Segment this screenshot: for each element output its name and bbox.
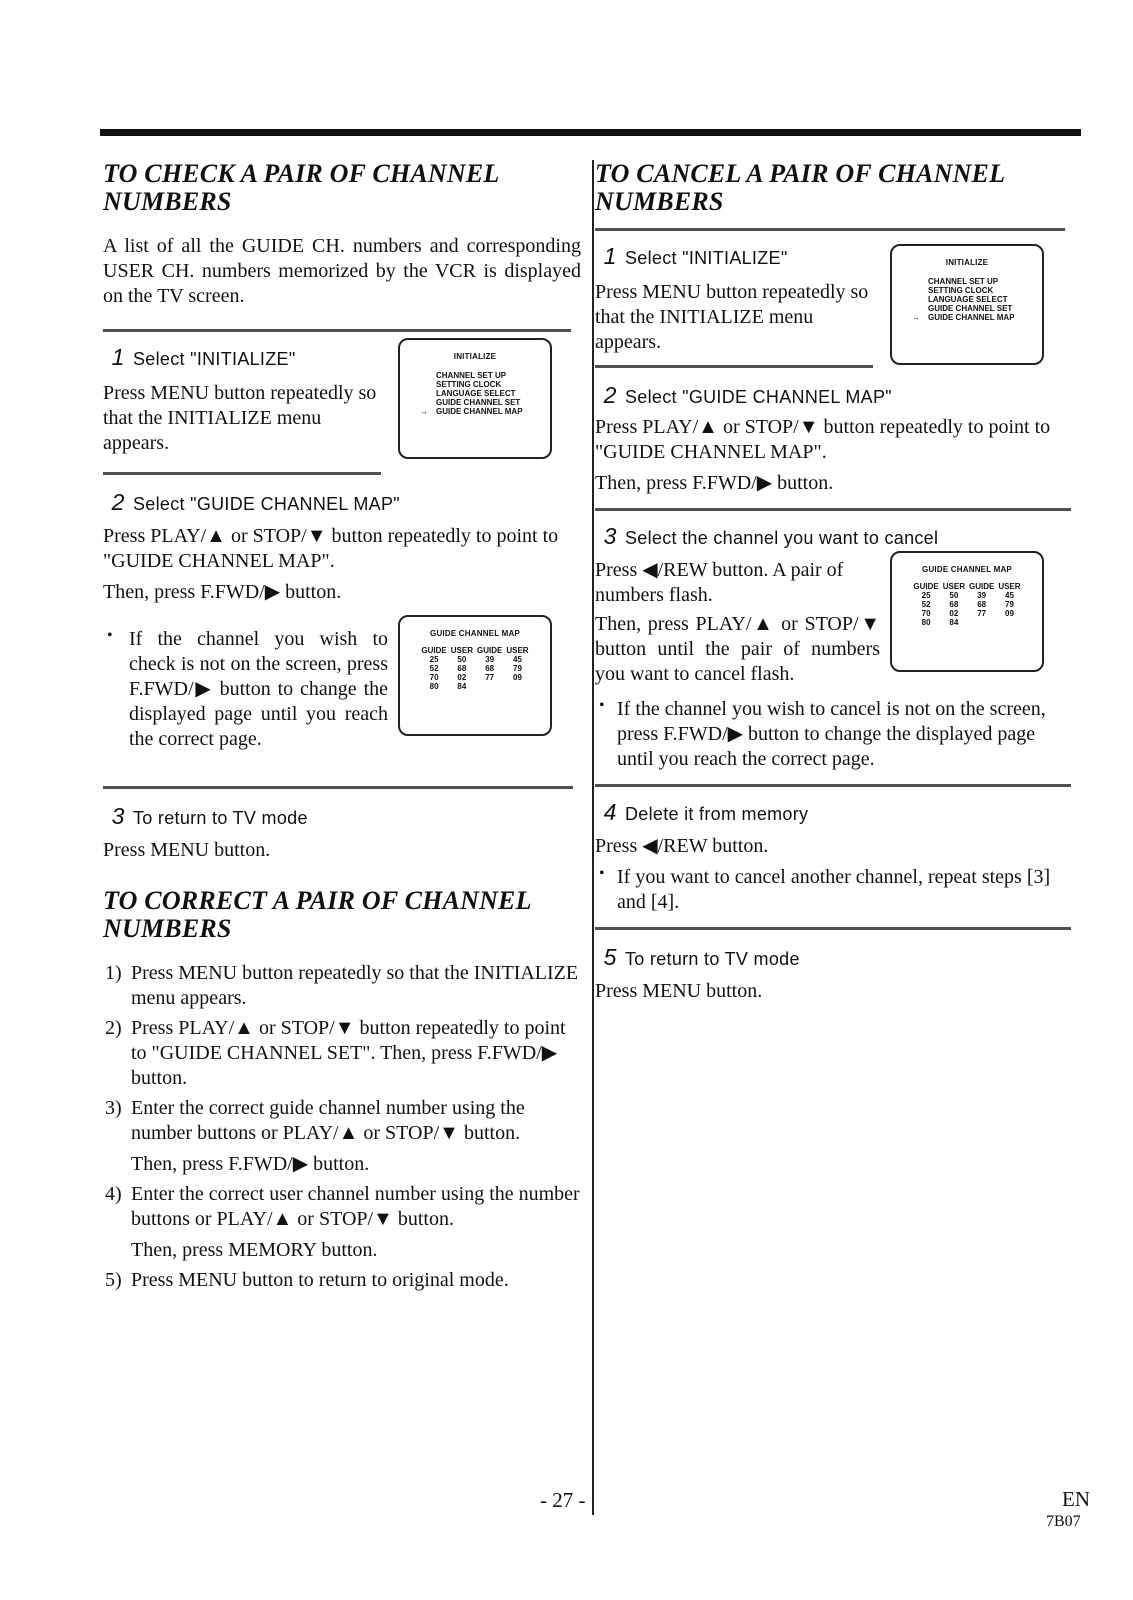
arrow-right-icon: → — [912, 313, 920, 322]
table-row — [419, 655, 530, 664]
step-heading — [103, 803, 581, 830]
item-number: 4) — [105, 1183, 122, 1205]
step-heading — [595, 799, 1081, 826]
table-header-row — [419, 646, 530, 655]
tv-screen-channel-map — [890, 551, 1044, 672]
divider — [103, 329, 571, 332]
step-title: Select "INITIALIZE" — [625, 248, 788, 268]
step-text: Press MENU button repeatedly so that the INITIALIZE menu appears. — [103, 382, 377, 454]
table-cell: 84 — [949, 618, 959, 627]
table-cell — [504, 682, 530, 691]
table-cell: 50 — [949, 591, 959, 600]
table-row — [419, 664, 530, 673]
header-cell: USER — [506, 646, 529, 655]
tv-screen-initialize — [890, 244, 1044, 365]
table-cell: 25 — [429, 655, 439, 664]
divider — [595, 508, 1071, 511]
step-text: Press MENU button. — [595, 980, 763, 1002]
correct-steps-list — [103, 961, 581, 1293]
step-number: 2 — [111, 489, 125, 515]
column-divider — [592, 160, 594, 1515]
step-then-text: Then, press F.FWD/▶ button. — [103, 581, 342, 603]
table-cell: 68 — [485, 664, 495, 673]
step-number: 3 — [111, 803, 125, 829]
step-title: Select "GUIDE CHANNEL MAP" — [133, 494, 400, 514]
divider — [103, 472, 381, 475]
item-text: Press MENU button to return to original mode. — [131, 1269, 509, 1291]
step-text: Press MENU button. — [103, 839, 271, 861]
table-row — [911, 618, 1022, 627]
header-cell: GUIDE — [913, 582, 939, 591]
table-cell: 52 — [429, 664, 439, 673]
tv-screen-title: GUIDE CHANNEL MAP — [430, 629, 520, 638]
step-heading — [595, 523, 1081, 550]
tv-menu-item-label: GUIDE CHANNEL MAP — [436, 407, 523, 416]
item-number: 3) — [105, 1097, 122, 1119]
divider — [595, 228, 1065, 231]
tv-menu-item: LANGUAGE SELECT — [436, 389, 516, 398]
list-item — [103, 1016, 581, 1091]
item-text: Press MENU button repeatedly so that the INITIALIZE menu appears. — [131, 962, 579, 1009]
item-text: Press PLAY/▲ or STOP/▼ button repeatedly to point to "GUIDE CHANNEL SET". Then, press F.FWD/▶ button. — [131, 1017, 566, 1089]
bullet-dot: • — [599, 697, 605, 714]
step-number: 1 — [111, 344, 125, 370]
tv-menu-item: GUIDE CHANNEL SET — [436, 398, 521, 407]
tv-menu-item-selected — [420, 407, 550, 416]
table-cell: 68 — [457, 664, 467, 673]
item-subtext: Then, press MEMORY button. — [131, 1239, 378, 1261]
check-intro: A list of all the GUIDE CH. numbers and corresponding USER CH. numbers memorized by the VCR is displayed on the TV screen. — [103, 235, 581, 307]
channel-map-table — [911, 582, 1022, 627]
step-then-text: Then, press F.FWD/▶ button. — [595, 472, 834, 494]
table-cell: 52 — [921, 600, 931, 609]
table-row — [911, 609, 1022, 618]
table-cell — [967, 618, 996, 627]
table-cell: 70 — [429, 673, 439, 682]
step-text: Press ◀/REW button. A pair of numbers flash. — [595, 559, 844, 606]
step-then-text: Then, press PLAY/▲ or STOP/▼ button until the pair of numbers you want to cancel flash. — [595, 613, 880, 685]
tv-screen-title: INITIALIZE — [945, 258, 989, 267]
bullet-text: If the channel you wish to check is not on the screen, press F.FWD/▶ button to change the displayed page until you reach the correct page. — [129, 628, 388, 750]
list-item — [103, 961, 581, 1011]
item-text: Enter the correct guide channel number using the number buttons or PLAY/▲ or STOP/▼ button. — [131, 1097, 525, 1144]
table-cell: 45 — [513, 655, 522, 664]
list-item — [103, 1096, 581, 1177]
document-code: 7B07 — [1046, 1513, 1081, 1530]
top-rule — [100, 129, 1081, 136]
step-text: Press MENU button repeatedly so that the INITIALIZE menu appears. — [595, 281, 869, 353]
item-text: Enter the correct user channel number using the number buttons or PLAY/▲ or STOP/▼ button. — [131, 1183, 580, 1230]
step-heading — [595, 944, 1081, 971]
item-number: 5) — [105, 1269, 122, 1291]
tv-menu-list — [912, 277, 1042, 322]
step-title: Select "INITIALIZE" — [133, 349, 296, 369]
bullet-text: If you want to cancel another channel, repeat steps [3] and [4]. — [617, 866, 1051, 913]
table-cell: 70 — [921, 609, 931, 618]
table-cell — [996, 618, 1022, 627]
cancel-section-title: TO CANCEL A PAIR OF CHANNEL NUMBERS — [595, 159, 1005, 216]
step-heading — [595, 382, 1081, 409]
step-number: 3 — [603, 523, 617, 549]
step-number: 2 — [603, 382, 617, 408]
tv-screen-channel-map — [398, 615, 552, 736]
table-cell: 39 — [977, 591, 987, 600]
correct-section-title: TO CORRECT A PAIR OF CHANNEL NUMBERS — [103, 886, 531, 943]
table-cell — [475, 682, 504, 691]
step-title: To return to TV mode — [625, 949, 800, 969]
list-item — [103, 1182, 581, 1263]
table-cell: 77 — [485, 673, 495, 682]
step-number: 4 — [603, 799, 617, 825]
header-cell: GUIDE — [477, 646, 503, 655]
step-title: Select "GUIDE CHANNEL MAP" — [625, 387, 892, 407]
table-cell: 09 — [513, 673, 522, 682]
step-text: Press PLAY/▲ or STOP/▼ button repeatedly to point to "GUIDE CHANNEL MAP". — [103, 525, 559, 572]
table-cell: 02 — [949, 609, 959, 618]
tv-menu-item: LANGUAGE SELECT — [928, 295, 1008, 304]
tv-menu-item-selected — [912, 313, 1042, 322]
step-heading — [103, 489, 581, 516]
header-cell: GUIDE — [969, 582, 995, 591]
table-cell: 79 — [513, 664, 522, 673]
tv-menu-item: SETTING CLOCK — [436, 380, 502, 389]
item-number: 2) — [105, 1017, 122, 1039]
check-section-title: TO CHECK A PAIR OF CHANNEL NUMBERS — [103, 159, 499, 216]
table-row — [419, 673, 530, 682]
step-text: Press PLAY/▲ or STOP/▼ button repeatedly to point to "GUIDE CHANNEL MAP". — [595, 416, 1051, 463]
step-number: 5 — [603, 944, 617, 970]
list-item — [103, 1268, 581, 1293]
table-cell: 77 — [977, 609, 987, 618]
step-text: Press ◀/REW button. — [595, 835, 769, 857]
table-cell: 84 — [457, 682, 467, 691]
table-cell: 68 — [949, 600, 959, 609]
table-row-selected — [911, 591, 1022, 600]
item-subtext: Then, press F.FWD/▶ button. — [131, 1153, 370, 1175]
table-cell: 25 — [921, 591, 931, 600]
bullet-text: If the channel you wish to cancel is not on the screen, press F.FWD/▶ button to change the displayed page until you reach the correct page. — [617, 698, 1046, 770]
header-cell: GUIDE — [421, 646, 447, 655]
tv-screen-initialize — [398, 338, 552, 459]
page-number: - 27 - — [540, 1488, 586, 1512]
item-number: 1) — [105, 962, 122, 984]
language-code: EN — [1062, 1487, 1090, 1511]
tv-screen-title: INITIALIZE — [453, 352, 497, 361]
step-number: 1 — [603, 243, 617, 269]
step-title: Delete it from memory — [625, 804, 809, 824]
table-cell: 80 — [429, 682, 439, 691]
tv-menu-item-label: GUIDE CHANNEL MAP — [928, 313, 1015, 322]
tv-menu-item: SETTING CLOCK — [928, 286, 994, 295]
step-title: Select the channel you want to cancel — [625, 528, 939, 548]
divider — [595, 784, 1071, 787]
divider — [595, 927, 1071, 930]
table-cell: 80 — [921, 618, 931, 627]
tv-menu-item: CHANNEL SET UP — [436, 371, 507, 380]
divider — [595, 365, 873, 368]
table-cell: 39 — [485, 655, 495, 664]
arrow-right-icon: → — [420, 407, 428, 416]
divider — [103, 786, 573, 789]
table-cell: 79 — [1005, 600, 1014, 609]
bullet-note — [103, 627, 388, 752]
table-row — [419, 682, 530, 691]
header-cell: USER — [942, 582, 965, 591]
table-cell: 50 — [457, 655, 467, 664]
step-title: To return to TV mode — [133, 808, 308, 828]
table-cell: 02 — [457, 673, 467, 682]
bullet-note — [595, 865, 1071, 915]
header-cell: USER — [450, 646, 473, 655]
tv-menu-list — [420, 371, 550, 416]
tv-menu-item: GUIDE CHANNEL SET — [928, 304, 1013, 313]
table-cell: 68 — [977, 600, 987, 609]
table-header-row — [911, 582, 1022, 591]
channel-map-table — [419, 646, 530, 691]
table-cell: 09 — [1005, 609, 1014, 618]
bullet-note — [595, 697, 1071, 772]
header-cell: USER — [998, 582, 1021, 591]
tv-screen-title: GUIDE CHANNEL MAP — [922, 565, 1012, 574]
bullet-dot: • — [107, 627, 113, 644]
table-cell: 45 — [1005, 591, 1014, 600]
bullet-dot: • — [599, 865, 605, 882]
table-row — [911, 600, 1022, 609]
tv-menu-item: CHANNEL SET UP — [928, 277, 999, 286]
